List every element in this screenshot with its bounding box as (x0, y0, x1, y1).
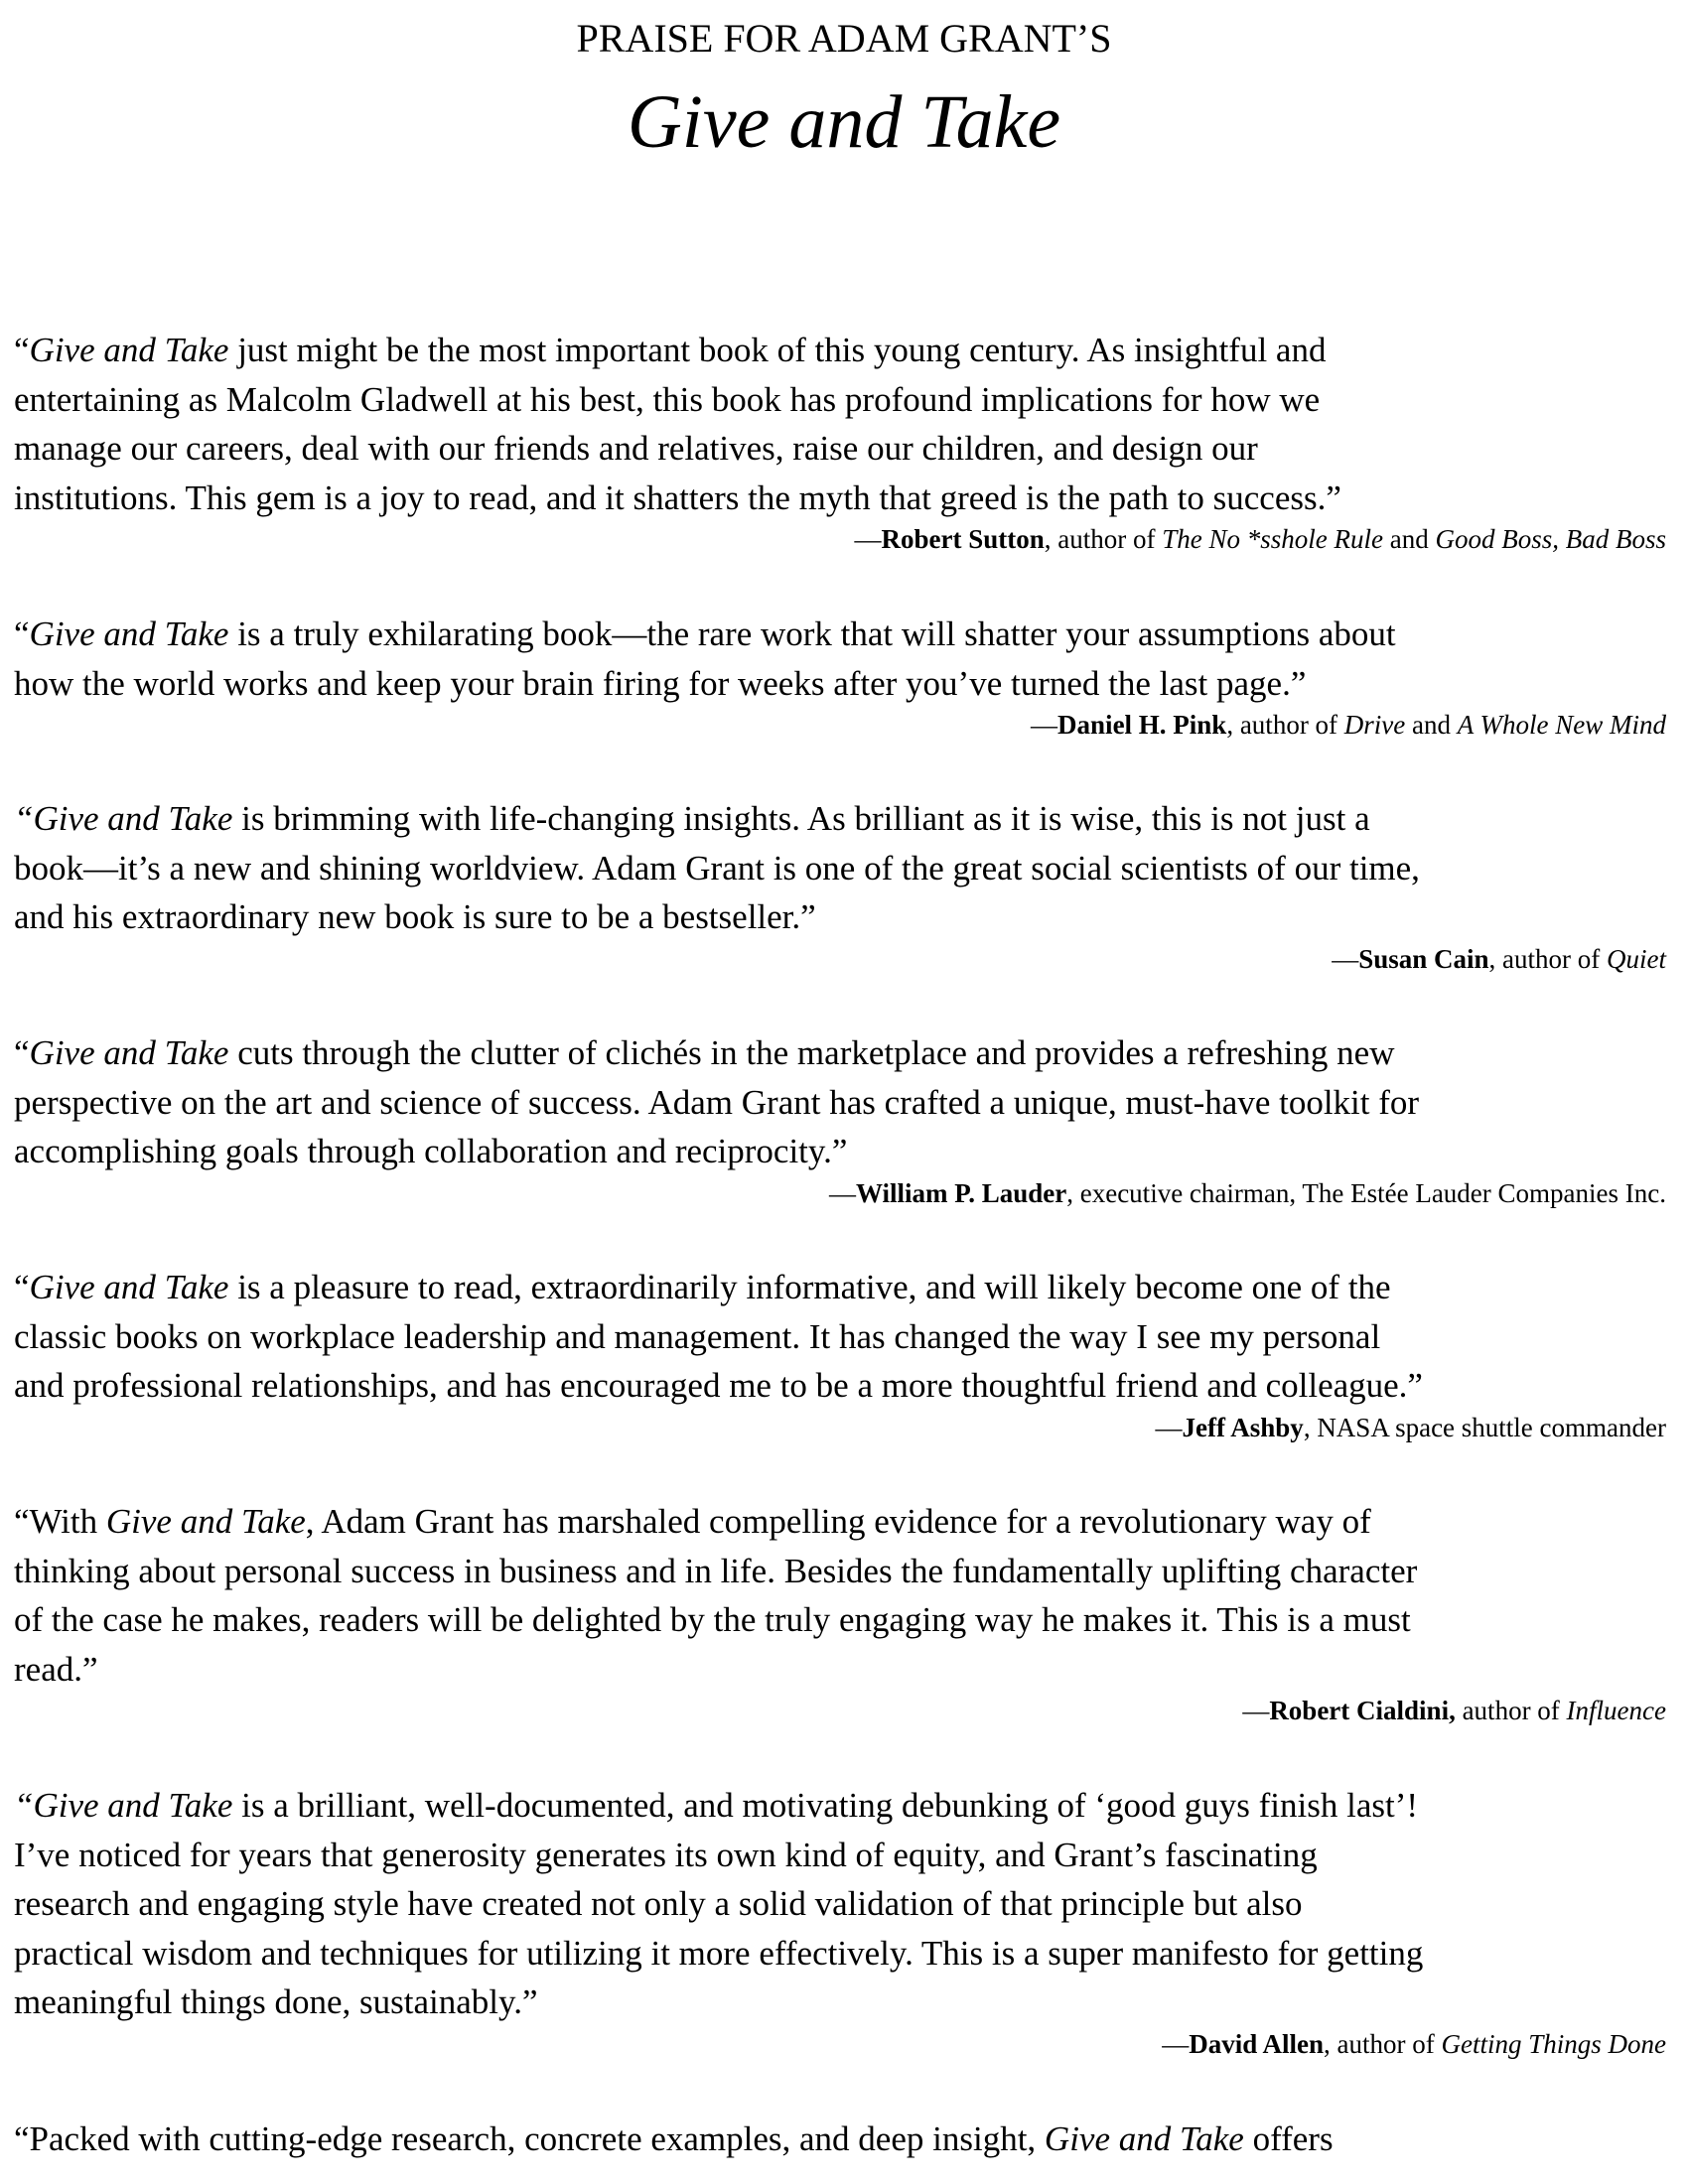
text-run: entertaining as Malcolm Gladwell at his best, this book has profound implications for how we (14, 379, 1321, 419)
text-run: , author of (1324, 2028, 1442, 2059)
em-dash: — (1155, 1412, 1183, 1442)
quote-line (14, 424, 1678, 474)
italic-title-text: Good Boss, Bad Boss (1435, 524, 1666, 555)
text-run: how the world works and keep your brain firing for weeks after you’ve turned the last page.” (14, 663, 1307, 703)
quote-line (14, 1831, 1678, 1880)
text-run: just might be the most important book of this young century. As insightful and (228, 331, 1327, 369)
italic-title-text: Influence (1566, 1696, 1666, 1726)
text-run: accomplishing goals through collaboration and reciprocity.” (14, 1132, 848, 1171)
quote-line (14, 1361, 1678, 1411)
em-dash: — (1031, 710, 1058, 741)
italic-title-text: Quiet (1607, 943, 1666, 974)
quote-line (14, 844, 1678, 893)
quote-line (14, 1028, 1678, 1078)
text-run: institutions. This gem is a joy to read, and it shatters the myth that greed is the path to success.” (14, 478, 1341, 517)
em-dash: — (828, 1177, 856, 1208)
text-run: is a truly exhilarating book—the rare work that will shatter your assumptions about (228, 614, 1396, 653)
attribution (14, 522, 1678, 556)
italic-title-text: Give and Take (29, 1268, 229, 1306)
text-run: book—it’s a new and shining worldview. Adam Grant is one of the great social scientists of our time, (14, 848, 1420, 887)
quote-text (14, 1263, 1678, 1411)
text-run: , author of (1488, 943, 1607, 974)
text-run: is a brilliant, well-documented, and motivating debunking of ‘good guys finish last’! (232, 1786, 1419, 1825)
text-run: perspective on the art and science of success. Adam Grant has crafted a unique, must-have toolkit for (14, 1082, 1420, 1122)
text-run: manage our careers, deal with our friends and relatives, raise our children, and design our (14, 429, 1258, 469)
text-run: , author of (1226, 710, 1344, 741)
testimonial (14, 1028, 1678, 1210)
italic-title-text: Drive (1343, 710, 1406, 741)
text-run: of the case he makes, readers will be delighted by the truly engaging way he makes it. This is a must (14, 1600, 1411, 1640)
text-run: and his extraordinary new book is sure to be a bestseller.” (14, 897, 816, 937)
book-title: Give and Take (627, 80, 1061, 164)
text-run: thinking about personal success in business and in life. Besides the fundamentally uplifting character (14, 1551, 1418, 1590)
text-run: cuts through the clutter of clichés in the marketplace and provides a refreshing new (228, 1033, 1395, 1072)
text-run: offers (1243, 2119, 1334, 2158)
praise-heading: PRAISE FOR ADAM GRANT’S (576, 16, 1112, 61)
testimonial (14, 1263, 1678, 1444)
text-run: , Adam Grant has marshaled compelling evidence for a revolutionary way of (305, 1502, 1371, 1541)
attribution (14, 1411, 1678, 1444)
testimonial (14, 610, 1678, 742)
text-run: and professional relationships, and has encouraged me to be a more thoughtful friend and colleague.” (14, 1366, 1423, 1406)
em-dash: — (854, 524, 882, 555)
text-run: is brimming with life-changing insights. As brilliant as it is wise, this is not just a (232, 799, 1370, 838)
author-name: Robert Cialdini, (1269, 1696, 1456, 1726)
italic-title-text: Give and Take (29, 1033, 229, 1072)
em-dash: — (1332, 943, 1359, 974)
text-run: research and engaging style have created not only a solid validation of that principle but also (14, 1884, 1303, 1924)
testimonial (14, 1781, 1678, 2061)
text-run: , executive chairman, The Estée Lauder Companies Inc. (1066, 1177, 1666, 1208)
text-run: and (1405, 710, 1458, 741)
quote-text (14, 2115, 1678, 2164)
author-name: Daniel H. Pink (1057, 710, 1227, 741)
italic-title-text: Give and Take (29, 331, 229, 369)
testimonial (14, 2115, 1678, 2164)
quote-line (14, 1645, 1678, 1695)
italic-title-text: A Whole New Mind (1457, 710, 1666, 741)
text-run: , NASA space shuttle commander (1303, 1412, 1666, 1442)
quote-line (14, 326, 1678, 375)
quote-line (14, 1879, 1678, 1929)
quote-line (14, 1127, 1678, 1176)
quote-line (14, 659, 1678, 709)
author-name: Jeff Ashby (1182, 1412, 1304, 1442)
quote-line (14, 375, 1678, 425)
testimonial (14, 326, 1678, 556)
text-run: “ (14, 1033, 30, 1072)
text-run: practical wisdom and techniques for utilizing it more effectively. This is a super manifesto for getting (14, 1933, 1424, 1973)
quote-text (14, 1781, 1678, 2027)
text-run: is a pleasure to read, extraordinarily informative, and will likely become one of the (228, 1268, 1391, 1306)
attribution (14, 2027, 1678, 2061)
quote-text (14, 610, 1678, 708)
quote-line (14, 892, 1678, 942)
quote-line (14, 1547, 1678, 1596)
attribution (14, 1176, 1678, 1210)
testimonial (14, 1497, 1678, 1727)
author-name: Susan Cain (1358, 943, 1489, 974)
quote-line (14, 2115, 1678, 2164)
text-run: author of (1455, 1696, 1567, 1726)
text-run: I’ve noticed for years that generosity generates its own kind of equity, and Grant’s fascinating (14, 1835, 1318, 1874)
italic-title-text: “Give and Take (14, 799, 233, 838)
quote-line (14, 794, 1678, 844)
text-run: “ (14, 331, 30, 369)
italic-title-text: Getting Things Done (1441, 2028, 1666, 2059)
quote-line (14, 1595, 1678, 1645)
quote-line (14, 610, 1678, 659)
text-run: read.” (14, 1649, 98, 1689)
author-name: David Allen (1189, 2028, 1325, 2059)
quote-line (14, 1781, 1678, 1831)
italic-title-text: Give and Take (29, 614, 229, 653)
em-dash: — (1242, 1696, 1270, 1726)
author-name: William P. Lauder (855, 1177, 1067, 1208)
attribution (14, 942, 1678, 976)
quote-line (14, 1497, 1678, 1547)
italic-title-text: The No *sshole Rule (1162, 524, 1383, 555)
text-run: classic books on workplace leadership and management. It has changed the way I see my personal (14, 1316, 1381, 1356)
text-run: “Packed with cutting-edge research, concrete examples, and deep insight, (14, 2119, 1045, 2158)
attribution (14, 708, 1678, 742)
em-dash: — (1162, 2028, 1190, 2059)
quote-line (14, 1929, 1678, 1979)
text-run: , author of (1044, 524, 1163, 555)
quote-text (14, 1497, 1678, 1694)
text-run: “ (14, 1268, 30, 1306)
attribution (14, 1694, 1678, 1727)
quote-line (14, 1312, 1678, 1362)
quote-text (14, 1028, 1678, 1176)
quote-line (14, 1978, 1678, 2027)
italic-title-text: Give and Take (1044, 2119, 1244, 2158)
italic-title-text: “Give and Take (14, 1786, 233, 1825)
italic-title-text: Give and Take (105, 1502, 306, 1541)
quote-line (14, 1263, 1678, 1312)
text-run: “ (14, 614, 30, 653)
quote-line (14, 474, 1678, 523)
text-run: “With (14, 1502, 106, 1541)
testimonial (14, 794, 1678, 976)
quote-line (14, 1078, 1678, 1128)
text-run: and (1383, 524, 1436, 555)
quote-text (14, 326, 1678, 522)
quote-text (14, 794, 1678, 942)
author-name: Robert Sutton (881, 524, 1045, 555)
text-run: meaningful things done, sustainably.” (14, 1982, 538, 2022)
